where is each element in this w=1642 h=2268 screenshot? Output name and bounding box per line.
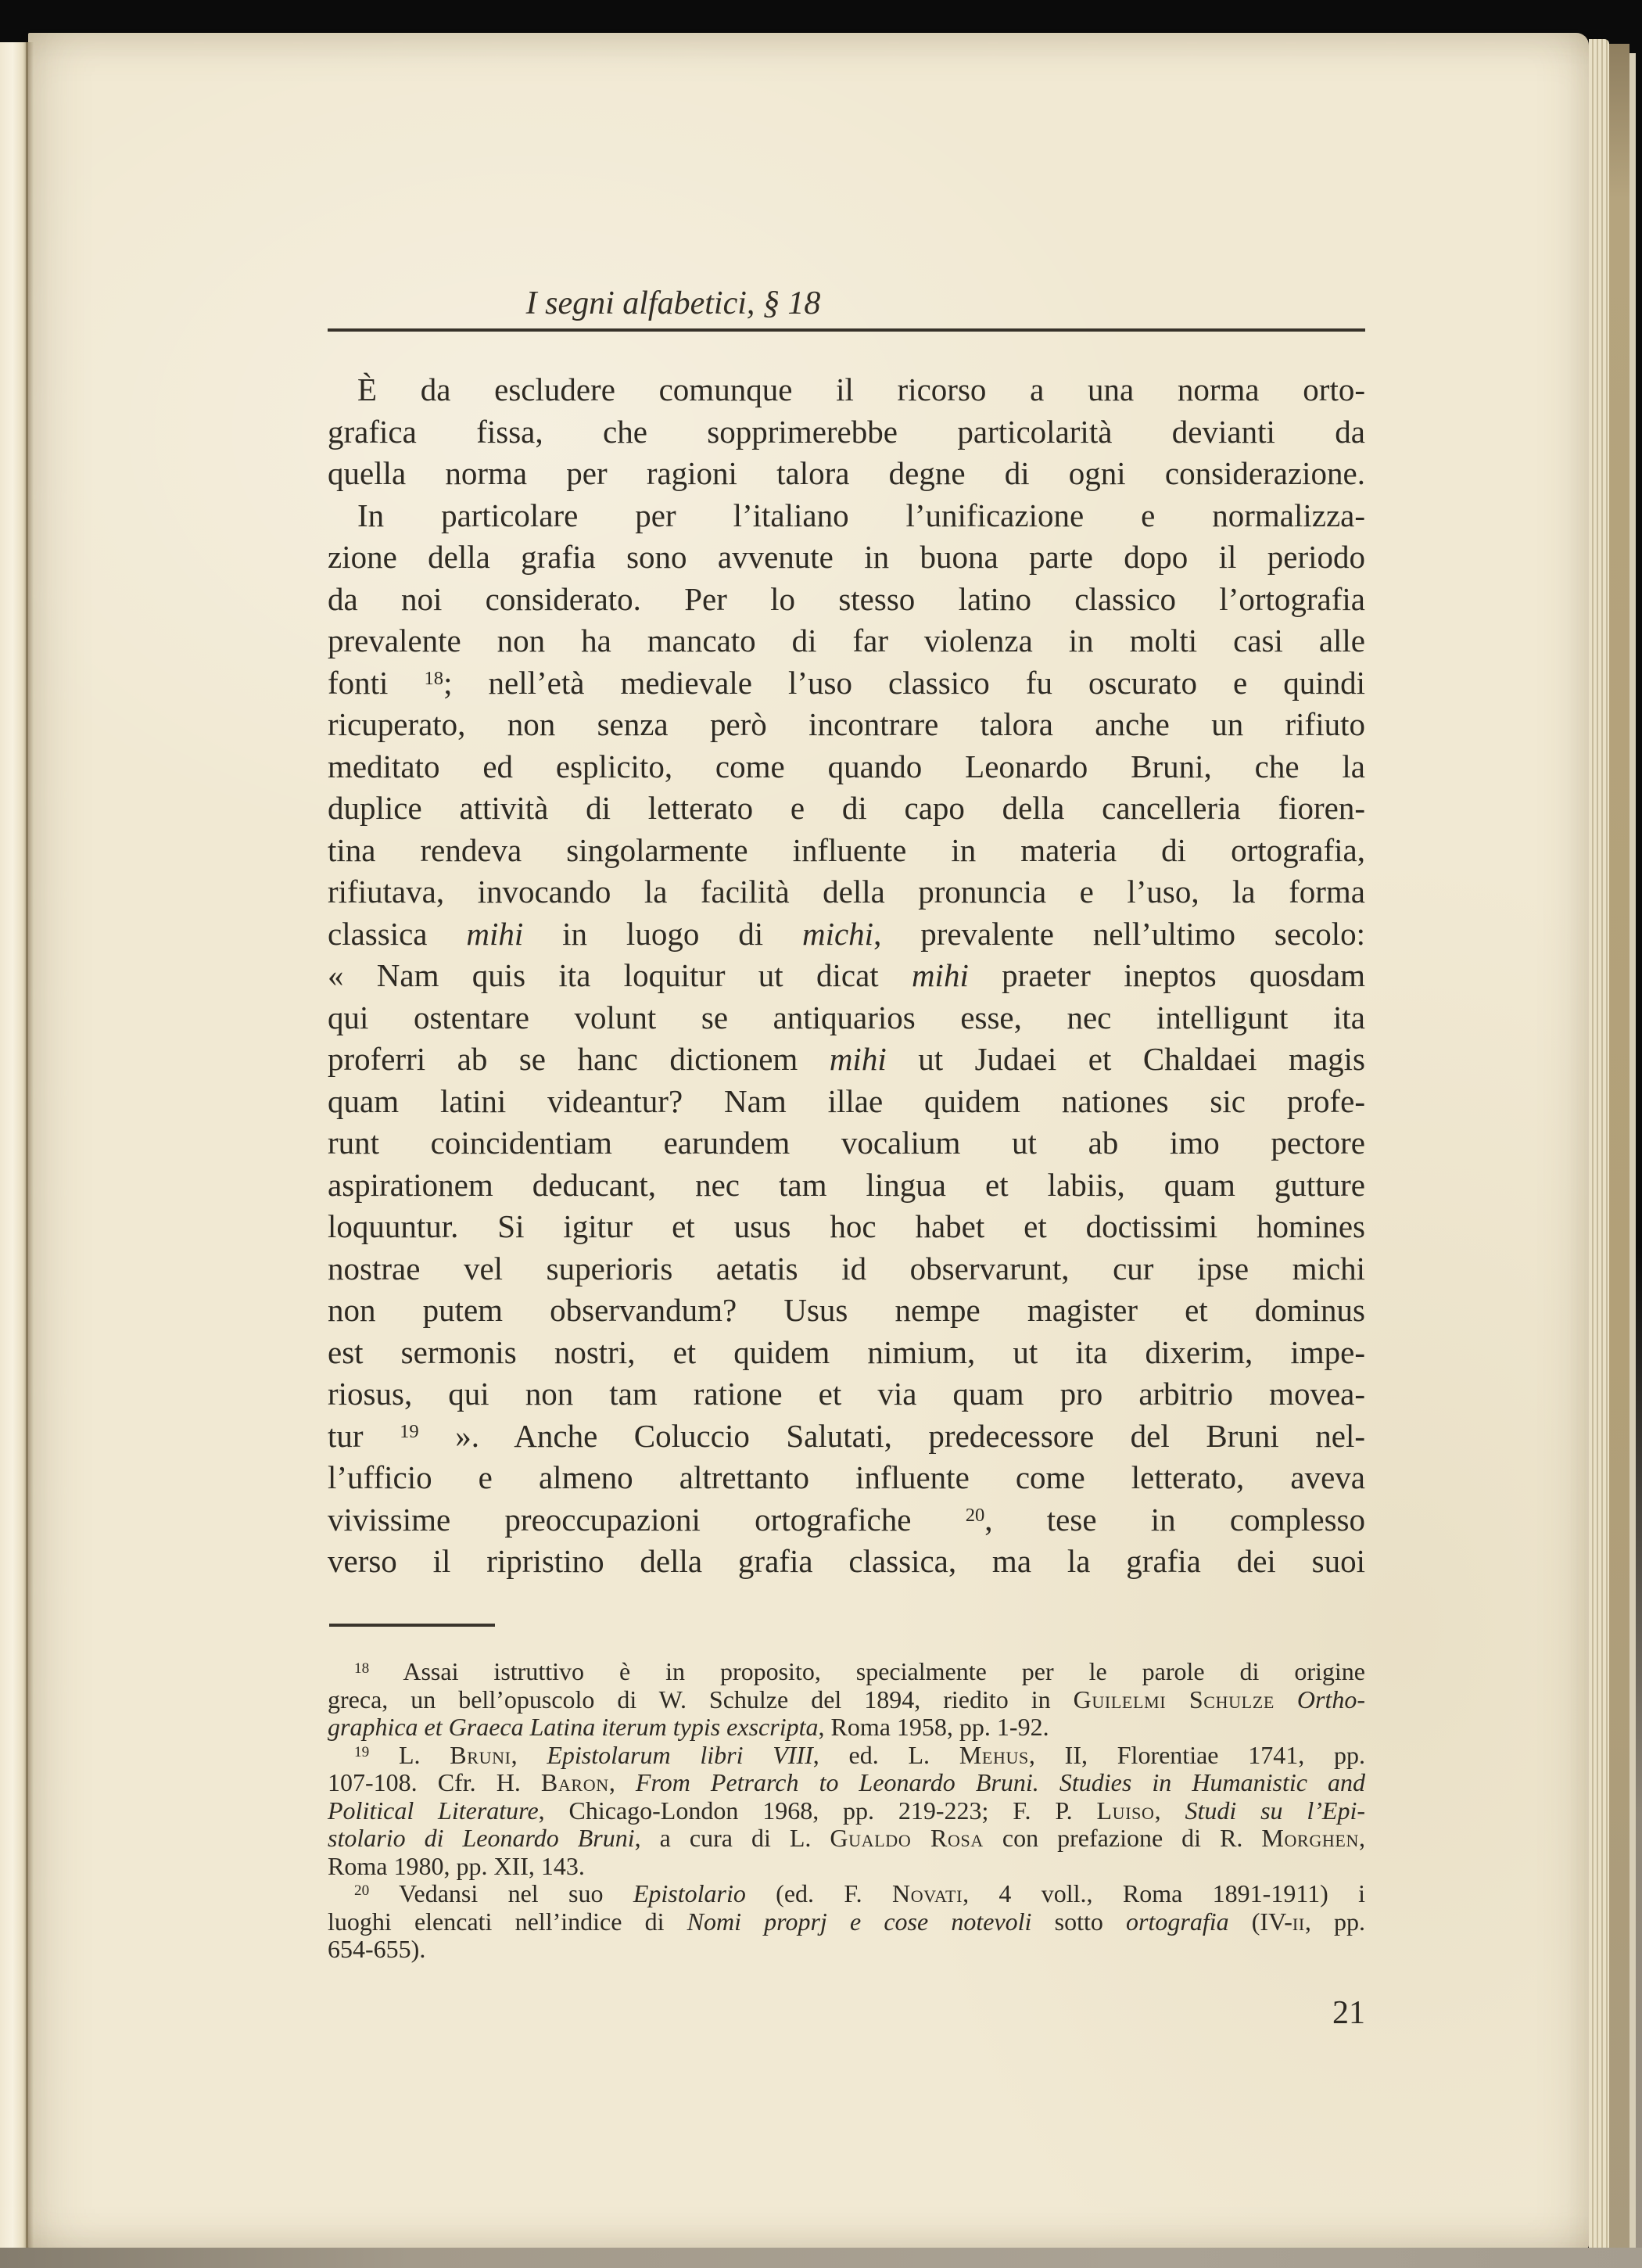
text-line: quam latini videantur? Nam illae quidem nationes sic profe-	[328, 1082, 1365, 1119]
text-line: riosus, qui non tam ratione et via quam pro arbitrio movea-	[328, 1376, 1365, 1412]
text-line: verso il ripristino della grafia classica, ma la grafia dei suoi	[328, 1543, 1365, 1579]
paragraph	[328, 495, 1365, 1583]
text-line: grafica fissa, che sopprimerebbe particolarità devianti da	[328, 413, 1365, 450]
page-number: 21	[1332, 1995, 1365, 2031]
footnote	[328, 1880, 1365, 1964]
facing-page-edge	[0, 42, 28, 2248]
text-line: qui ostentare volunt se antiquarios esse, nec intelligunt ita	[328, 999, 1365, 1035]
text-line: Political Literature, Chicago-London 1968, pp. 219-223; F. P. Luiso, Studi su l’Epi-	[328, 1796, 1366, 1825]
text-line: tina rendeva singolarmente influente in materia di ortografia,	[328, 831, 1365, 868]
body-text	[328, 369, 1365, 1583]
text-line: prevalente non ha mancato di far violenza in molti casi alle	[328, 623, 1365, 659]
text-line: $^{19}$ L. Bruni, Epistolarum libri VIII, ed. L. Mehus, II, Florentiae 1741, pp.	[354, 1740, 1366, 1769]
text-line: stolario di Leonardo Bruni, a cura di L. Gualdo Rosa con prefazione di R. Morghen,	[328, 1824, 1366, 1852]
text-line: È da escludere comunque il ricorso a una norma orto-	[357, 371, 1365, 407]
text-line: proferri ab se hanc dictionem mihi ut Judaei et Chaldaei magis	[328, 1041, 1365, 1077]
running-head: I segni alfabetici, § 18	[525, 285, 821, 321]
text-line: graphica et Graeca Latina iterum typis exscripta, Roma 1958, pp. 1-92.	[328, 1713, 1049, 1741]
text-line: est sermonis nostri, et quidem nimium, ut ita dixerim, impe-	[328, 1333, 1365, 1370]
text-line: meditato ed esplicito, come quando Leonardo Bruni, che la	[328, 748, 1365, 784]
book-cover-edge	[1609, 44, 1629, 2257]
text-line: « Nam quis ita loquitur ut dicat mihi praeter ineptos quosdam	[328, 957, 1365, 993]
footnote	[328, 1658, 1365, 1742]
header-rule	[328, 328, 1365, 332]
page-edges-right	[1589, 39, 1609, 2248]
text-line: rifiutava, invocando la facilità della pronuncia e l’uso, la forma	[328, 874, 1365, 910]
text-line: In particolare per l’italiano l’unificazione e normalizza-	[357, 497, 1365, 533]
text-line: tur $^{19}$ ». Anche Coluccio Salutati, predecessore del Bruni nel-	[328, 1417, 1365, 1454]
text-line: l’ufficio e almeno altrettanto influente come letterato, aveva	[328, 1459, 1365, 1495]
text-line: non putem observandum? Usus nempe magister et dominus	[328, 1292, 1365, 1328]
text-line: da noi considerato. Per lo stesso latino classico l’ortografia	[328, 580, 1365, 617]
text-line: quella norma per ragioni talora degne di ogni considerazione.	[328, 455, 1365, 491]
paragraph	[328, 369, 1365, 495]
text-line: ricuperato, non senza però incontrare talora anche un rifiuto	[328, 706, 1365, 742]
text-block	[328, 0, 1365, 2268]
text-line: nostrae vel superioris aetatis id observarunt, cur ipse michi	[328, 1250, 1365, 1287]
cover-highlight	[1629, 53, 1636, 2259]
text-line: zione della grafia sono avvenute in buona parte dopo il periodo	[328, 539, 1365, 575]
text-line: loquuntur. Si igitur et usus hoc habet et doctissimi homines	[328, 1208, 1365, 1244]
scanner-background	[1636, 0, 1642, 2268]
text-line: 654-655).	[328, 1935, 426, 1963]
footnote-separator	[329, 1624, 495, 1627]
text-line: Roma 1980, pp. XII, 143.	[328, 1851, 585, 1880]
text-line: fonti $^{18}$; nell’età medievale l’uso classico fu oscurato e quindi	[328, 664, 1366, 701]
text-line: greca, un bell’opuscolo di W. Schulze del 1894, riedito in Guilelmi Schulze Ortho-	[328, 1685, 1366, 1714]
text-line: classica mihi in luogo di michi, prevalente nell’ultimo secolo:	[328, 915, 1366, 952]
text-line: runt coincidentiam earundem vocalium ut ab imo pectore	[328, 1125, 1365, 1161]
text-line: $^{20}$ Vedansi nel suo Epistolario (ed. F. Novati, 4 voll., Roma 1891-1911) i	[354, 1879, 1366, 1907]
footnotes	[328, 1658, 1365, 1964]
text-line: luoghi elencati nell’indice di Nomi proprj e cose notevoli sotto ortografia (IV-ii, pp.	[328, 1907, 1366, 1936]
text-line: aspirationem deducant, nec tam lingua et labiis, quam gutture	[328, 1166, 1365, 1203]
footnote	[328, 1742, 1365, 1881]
text-line: duplice attività di letterato e di capo della cancelleria fioren-	[328, 790, 1365, 826]
gutter-shadow	[26, 42, 34, 2248]
text-line: 107-108. Cfr. H. Baron, From Petrarch to Leonardo Bruni. Studies in Humanistic and	[328, 1768, 1366, 1796]
text-line: vivissime preoccupazioni ortografiche $^{20}$, tese in complesso	[328, 1501, 1365, 1538]
text-line: $^{18}$ Assai istruttivo è in proposito, specialmente per le parole di origine	[354, 1657, 1365, 1685]
